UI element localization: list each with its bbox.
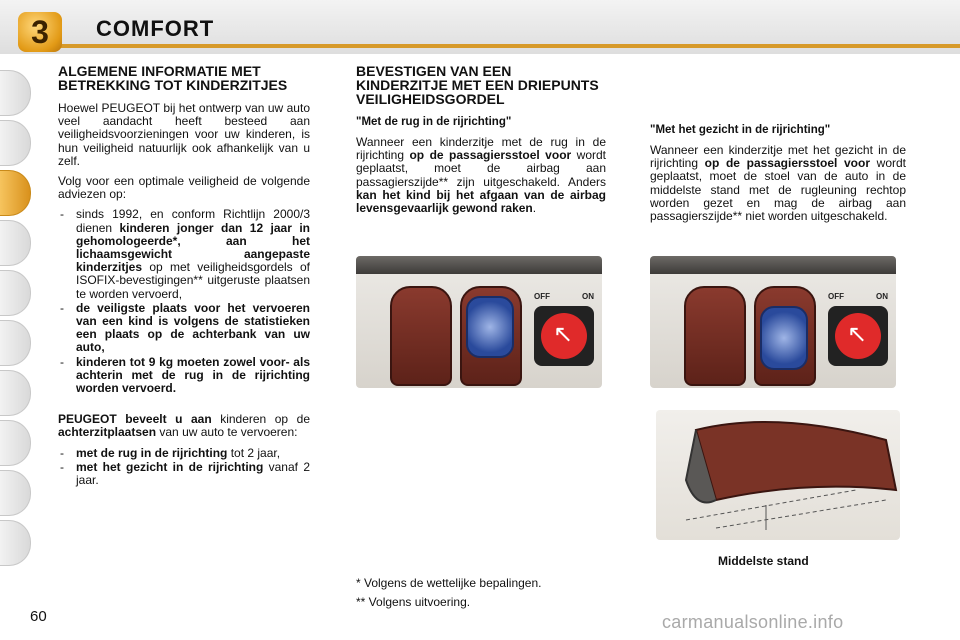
chapter-tab-1[interactable] xyxy=(0,70,31,116)
paragraph: Wanneer een kinderzitje met de rug in de rijrichting op de passagiersstoel voor wordt geplaatst, moet de airbag aan passagierszijde** zijn uitgeschakeld. Anders kan het kind bij het afgaan van de airbag levensgevaarlijk gewond raken. xyxy=(356,135,606,216)
driver-seat-icon xyxy=(390,286,452,386)
airbag-switch-icon: OFF ON ↖ xyxy=(828,306,888,366)
footnote: ** Volgens uitvoering. xyxy=(356,595,471,609)
child-seat-icon xyxy=(466,296,514,358)
section-heading: BEVESTIGEN VAN EEN KINDERZITJE MET EEN DRIEPUNTS VEILIGHEIDSGORDEL xyxy=(356,63,599,107)
subheading-rear-facing: "Met de rug in de rijrichting" xyxy=(356,116,512,128)
illustration-caption: Middelste stand xyxy=(718,554,809,568)
chapter-tabs xyxy=(0,60,44,580)
list-item: - kinderen tot 9 kg moeten zowel voor- als achterin met de rug in de rijrichting worden vervoerd. xyxy=(58,356,310,396)
paragraph: Volg voor een optimale veiligheid de volgende adviezen op: xyxy=(58,174,310,202)
age-list xyxy=(58,447,310,488)
chapter-tab-7[interactable] xyxy=(0,370,31,416)
section-heading: ALGEMENE INFORMATIE MET BETREKKING TOT KINDERZITJES xyxy=(58,63,288,93)
paragraph: Hoewel PEUGEOT bij het ontwerp van uw auto veel aandacht heeft besteed aan veiligheidsvoorzieningen voor uw kinderen, is hun veiligheid natuurlijk ook afhankelijk van u zelf. xyxy=(58,101,310,168)
list-item: - de veiligste plaats voor het vervoeren van een kind is volgens de statistieken een plaats op de achterbank van uw auto, xyxy=(58,302,310,355)
column-general-info xyxy=(58,64,310,493)
chapter-tab-8[interactable] xyxy=(0,420,31,466)
chapter-tab-3[interactable] xyxy=(0,170,31,216)
chapter-tab-10[interactable] xyxy=(0,520,31,566)
chapter-tab-5[interactable] xyxy=(0,270,31,316)
footnotes xyxy=(356,574,656,612)
subheading-forward-facing: "Met het gezicht in de rijrichting" xyxy=(650,124,831,136)
chapter-tab-4[interactable] xyxy=(0,220,31,266)
child-seat-icon xyxy=(760,306,808,370)
page-title: COMFORT xyxy=(96,16,215,41)
column-three-point-belt xyxy=(356,64,606,222)
seat-position-illustration xyxy=(656,410,900,540)
page-number: 60 xyxy=(30,608,47,625)
list-item: - sinds 1992, en conform Richtlijn 2000/3 dienen kinderen jonger dan 12 jaar in gehomologeerde*, aan het lichaamsgewicht aangepaste kinderzitjes op met veiligheidsgordels of ISOFIX-bevestigingen** uitgeruste plaatsen te worden vervoerd, xyxy=(58,208,310,300)
watermark: carmanualsonline.info xyxy=(662,612,844,632)
advice-list xyxy=(58,208,310,395)
paragraph: PEUGEOT beveelt u aan kinderen op de achterzitplaatsen van uw auto te vervoeren: xyxy=(58,412,310,440)
airbag-switch-icon: OFF ON ↖ xyxy=(534,306,594,366)
chapter-tab-2[interactable] xyxy=(0,120,31,166)
footnote: * Volgens de wettelijke bepalingen. xyxy=(356,576,542,590)
driver-seat-icon xyxy=(684,286,746,386)
seat-rail-icon xyxy=(656,410,900,540)
chapter-tab-9[interactable] xyxy=(0,470,31,516)
column-forward-facing xyxy=(650,124,906,230)
chapter-badge: 3 xyxy=(18,12,62,52)
paragraph: Wanneer een kinderzitje met het gezicht in de rijrichting op de passagiersstoel voor wordt geplaatst, moet de stoel van de auto in de middelste stand met de rugleuning rechtop worden gezet en mag de airbag aan passagierszijde** niet worden uitgeschakeld. xyxy=(650,143,906,224)
list-item: - met het gezicht in de rijrichting vanaf 2 jaar. xyxy=(58,461,310,487)
list-item: - met de rug in de rijrichting tot 2 jaar, xyxy=(58,447,310,460)
header-divider xyxy=(60,44,960,48)
chapter-tab-6[interactable] xyxy=(0,320,31,366)
rear-facing-illustration xyxy=(356,256,602,388)
forward-facing-illustration xyxy=(650,256,896,388)
